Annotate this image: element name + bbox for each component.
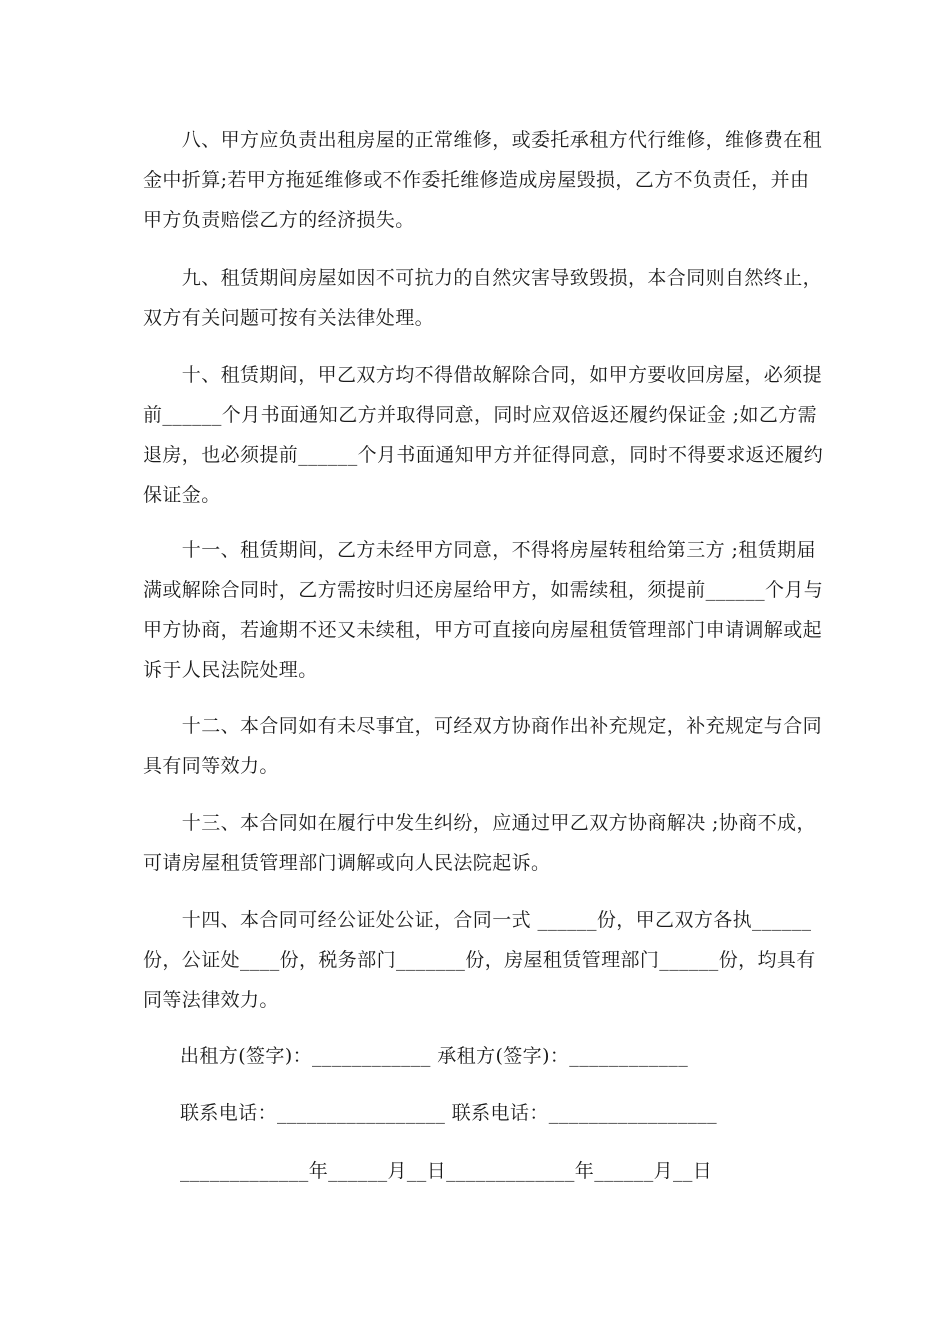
signing-date-line: _____________年______月__日_____________年______月__日	[180, 1160, 713, 1182]
clause-line: 十四、本合同可经公证处公证，合同一式 ______份，甲乙双方各执______	[143, 909, 812, 931]
clause-line: 十、租赁期间，甲乙双方均不得借故解除合同，如甲方要收回房屋，必须提	[143, 364, 823, 386]
signature-parties-line: 出租方(签字)：____________ 承租方(签字)：____________	[180, 1045, 689, 1067]
clause-line: 具有同等效力。	[143, 755, 279, 777]
clause-9	[143, 258, 823, 338]
clause-line: 八、甲方应负责出租房屋的正常维修，或委托承租方代行维修，维修费在租	[143, 129, 823, 151]
clause-10	[143, 355, 824, 515]
clause-line: 同等法律效力。	[143, 989, 279, 1011]
clause-8	[143, 120, 823, 240]
clause-12	[143, 706, 823, 786]
clause-line: 份，公证处____份，税务部门_______份，房屋租赁管理部门______份，均具有	[143, 949, 816, 971]
contact-phone-line: 联系电话：_________________ 联系电话：_________________	[180, 1102, 718, 1124]
clause-line: 十一、租赁期间，乙方未经甲方同意，不得将房屋转租给第三方 ;租赁期届	[143, 539, 816, 561]
clause-line: 退房，也必须提前______个月书面通知甲方并征得同意，同时不得要求返还履约	[143, 444, 824, 466]
clause-11	[143, 530, 824, 690]
clause-line: 甲方负责赔偿乙方的经济损失。	[143, 209, 415, 231]
clause-14	[143, 900, 816, 1020]
clause-13	[143, 803, 816, 883]
clause-line: 十二、本合同如有未尽事宜，可经双方协商作出补充规定，补充规定与合同	[143, 715, 823, 737]
clause-line: 甲方协商，若逾期不还又未续租，甲方可直接向房屋租赁管理部门申请调解或起	[143, 619, 823, 641]
clause-line: 十三、本合同如在履行中发生纠纷，应通过甲乙双方协商解决 ;协商不成，	[143, 812, 816, 834]
clause-line: 诉于人民法院处理。	[143, 659, 318, 681]
clause-line: 双方有关问题可按有关法律处理。	[143, 307, 435, 329]
clause-line: 保证金。	[143, 484, 221, 506]
clause-line: 前______个月书面通知乙方并取得同意，同时应双倍返还履约保证金 ;如乙方需	[143, 404, 818, 426]
clause-line: 金中折算;若甲方拖延维修或不作委托维修造成房屋毁损，乙方不负责任，并由	[143, 169, 810, 191]
clause-line: 满或解除合同时，乙方需按时归还房屋给甲方，如需续租，须提前______个月与	[143, 579, 824, 601]
clause-line: 九、租赁期间房屋如因不可抗力的自然灾害导致毁损，本合同则自然终止，	[143, 267, 823, 289]
clause-line: 可请房屋租赁管理部门调解或向人民法院起诉。	[143, 852, 551, 874]
